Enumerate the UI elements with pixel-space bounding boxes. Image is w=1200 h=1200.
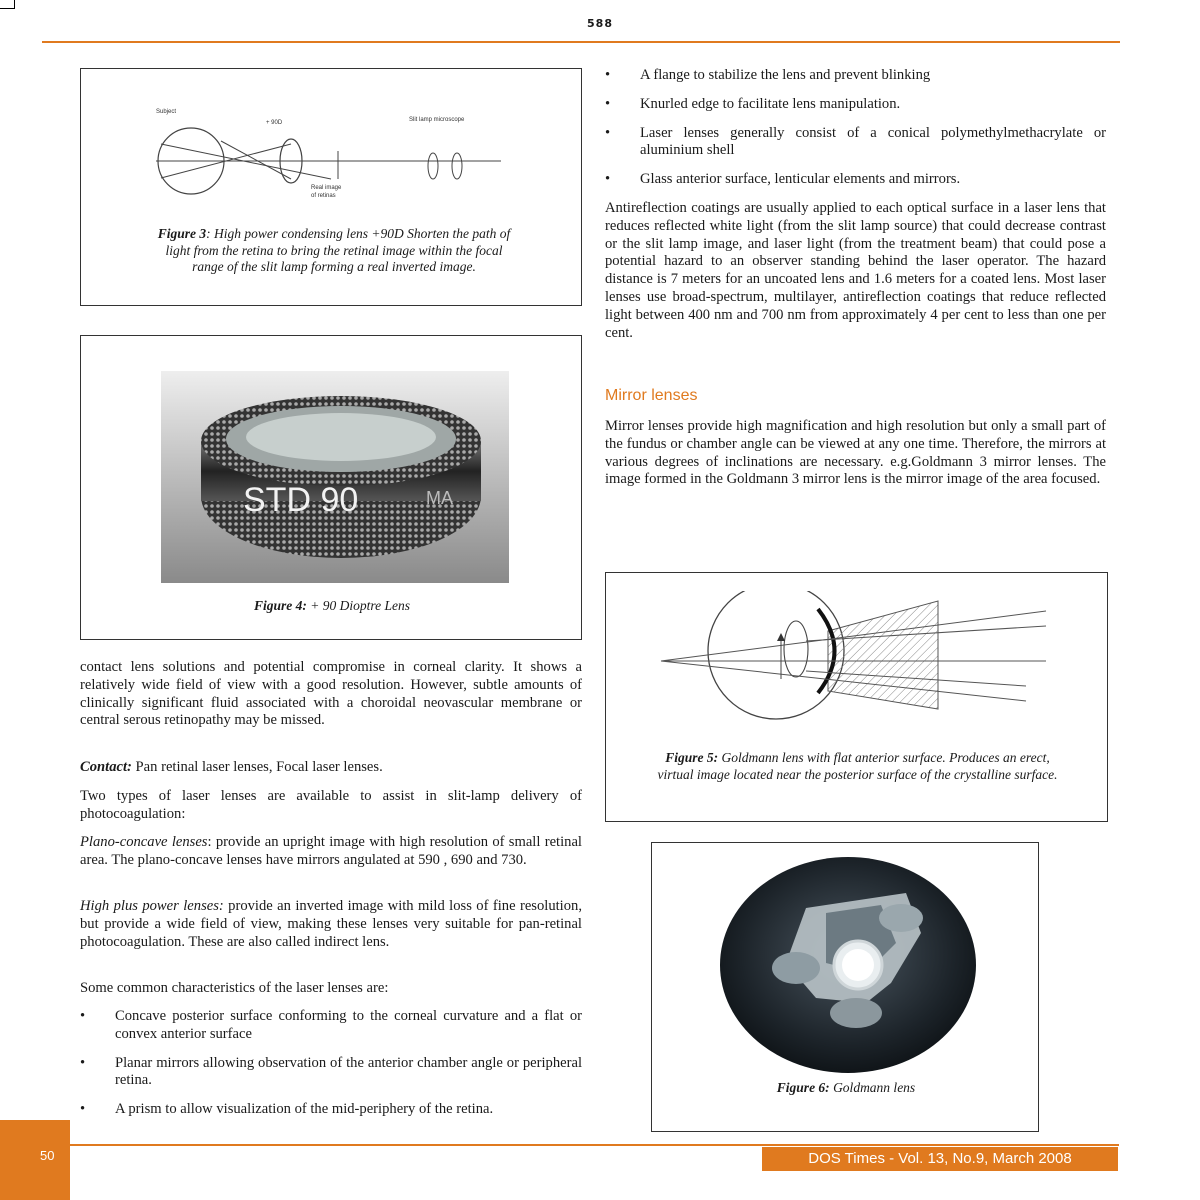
figure-3-box (80, 68, 582, 306)
figure-4-label: Figure 4: (254, 598, 307, 613)
left-paragraph-2: Two types of laser lenses are available to assist in slit-lamp delivery of photocoagulation: (80, 788, 582, 822)
page-number: 588 (587, 17, 613, 30)
footer-rule (41, 1144, 1119, 1146)
figure-4-box (80, 335, 582, 640)
list-item: • Laser lenses generally consist of a conical polymethylmethacrylate or aluminium shell (605, 125, 1106, 161)
figure-5-diagram (646, 591, 1066, 731)
figure-6-text: Goldmann lens (829, 1080, 916, 1095)
figure-4-text: + 90 Dioptre Lens (306, 598, 410, 613)
footer-page-number: 50 (40, 1148, 55, 1163)
figure-3-label: Figure 3 (157, 226, 207, 241)
contact-paragraph (80, 759, 582, 777)
figure-6-box (651, 842, 1039, 1132)
high-plus-paragraph (80, 898, 582, 951)
left-paragraph-1: contact lens solutions and potential compromise in corneal clarity. It shows a relatively wide field of view with a good resolution. However, subtle amounts of clinically significant fluid associated with a choroidal neovascular membrane or central serous retinopathy may be missed. (80, 659, 582, 729)
fig3-real-image-label: Real image (311, 185, 342, 191)
right-paragraph-2: Mirror lenses provide high magnification and high resolution but only a small part of the fundus or chamber angle can be viewed at any one time. Therefore, the mirrors at various degrees of inclinations are necessary. e.g.Goldmann 3 mirror lenses. The image formed in the Goldmann 3 mirror lens is the mirror image of the area focused. (605, 418, 1106, 488)
left-paragraph-3: Some common characteristics of the laser lenses are: (80, 980, 389, 996)
plano-concave-text: : provide an upright image with high resolution of small retinal area. The plano-concave lenses have mirrors angulated at 590 , 690 and 730. (80, 834, 582, 868)
header-rule (42, 41, 1120, 43)
figure-6-lens-photo (706, 853, 986, 1075)
contact-label: Contact: (80, 759, 132, 775)
list-item: • A flange to stabilize the lens and prevent blinking (605, 67, 1106, 85)
figure-5-box (605, 572, 1108, 822)
figure-3-text: : High power condensing lens +90D Shorten the path of light from the retina to bring the retinal image within the focal range of the slit lamp forming a real inverted image. (165, 226, 511, 274)
figure-4-lens-photo (161, 371, 509, 583)
list-item: • Planar mirrors allowing observation of the anterior chamber angle or peripheral retina. (80, 1055, 582, 1091)
crop-mark (0, 8, 14, 9)
crop-mark (14, 0, 15, 9)
fig3-real-image-label-2: of retinas (311, 193, 336, 199)
figure-3-diagram (151, 99, 511, 209)
section-heading: Mirror lenses (605, 387, 698, 404)
list-item: • A prism to allow visualization of the mid-periphery of the retina. (80, 1101, 582, 1119)
fig3-subject-label: Subject (156, 109, 177, 115)
figure-3-caption (149, 226, 519, 276)
lens-marking-text: STD 90 (243, 481, 359, 519)
right-paragraph-1: Antireflection coatings are usually applied to each optical surface in a laser lens that reduces reflected white light (from the slit lamp source) that could decrease contrast or the slit lamp image, and laser light (from the treatment beam) that could pose a potential hazard to an observer standing behind the laser operator. The hazard distance is 7 meters for an uncoated lens and 1.6 meters for a coated lens. Most laser lenses use broad-spectrum, multilayer, antireflection coatings that reduce reflected light between 400 nm and 700 nm from approximately 4 per cent to less than one per cent. (605, 200, 1106, 341)
high-plus-text: provide an inverted image with mild loss of fine resolution, but provide a wide field of view, making these lenses very suitable for pan-retinal photocoagulation. These are also called indirect lens. (80, 898, 582, 950)
page-number-badge (0, 1120, 70, 1200)
figure-5-caption (646, 750, 1069, 783)
list-item: • Knurled edge to facilitate lens manipulation. (605, 96, 1106, 114)
list-item: • Glass anterior surface, lenticular elements and mirrors. (605, 171, 1106, 189)
lens-marking-text-2: MA (426, 488, 453, 508)
contact-text: Pan retinal laser lenses, Focal laser lenses. (131, 759, 383, 775)
high-plus-label: High plus power lenses: (80, 898, 224, 914)
figure-4-caption (81, 598, 583, 615)
figure-5-label: Figure 5: (665, 750, 719, 765)
left-bullet-list (80, 1008, 582, 1130)
right-bullet-list (605, 67, 1106, 200)
figure-6-caption (652, 1080, 1040, 1097)
fig3-lens-label: + 90D (266, 120, 283, 126)
journal-footer: DOS Times - Vol. 13, No.9, March 2008 (762, 1147, 1118, 1171)
fig3-microscope-label: Slit lamp microscope (409, 117, 465, 123)
plano-concave-label: Plano-concave lenses (80, 834, 208, 850)
figure-6-label: Figure 6: (776, 1080, 830, 1095)
plano-concave-paragraph (80, 834, 582, 870)
list-item: • Concave posterior surface conforming to the corneal curvature and a flat or convex anterior surface (80, 1008, 582, 1044)
figure-5-text: Goldmann lens with flat anterior surface. Produces an erect, virtual image located near the posterior surface of the crystalline surface. (657, 750, 1058, 782)
